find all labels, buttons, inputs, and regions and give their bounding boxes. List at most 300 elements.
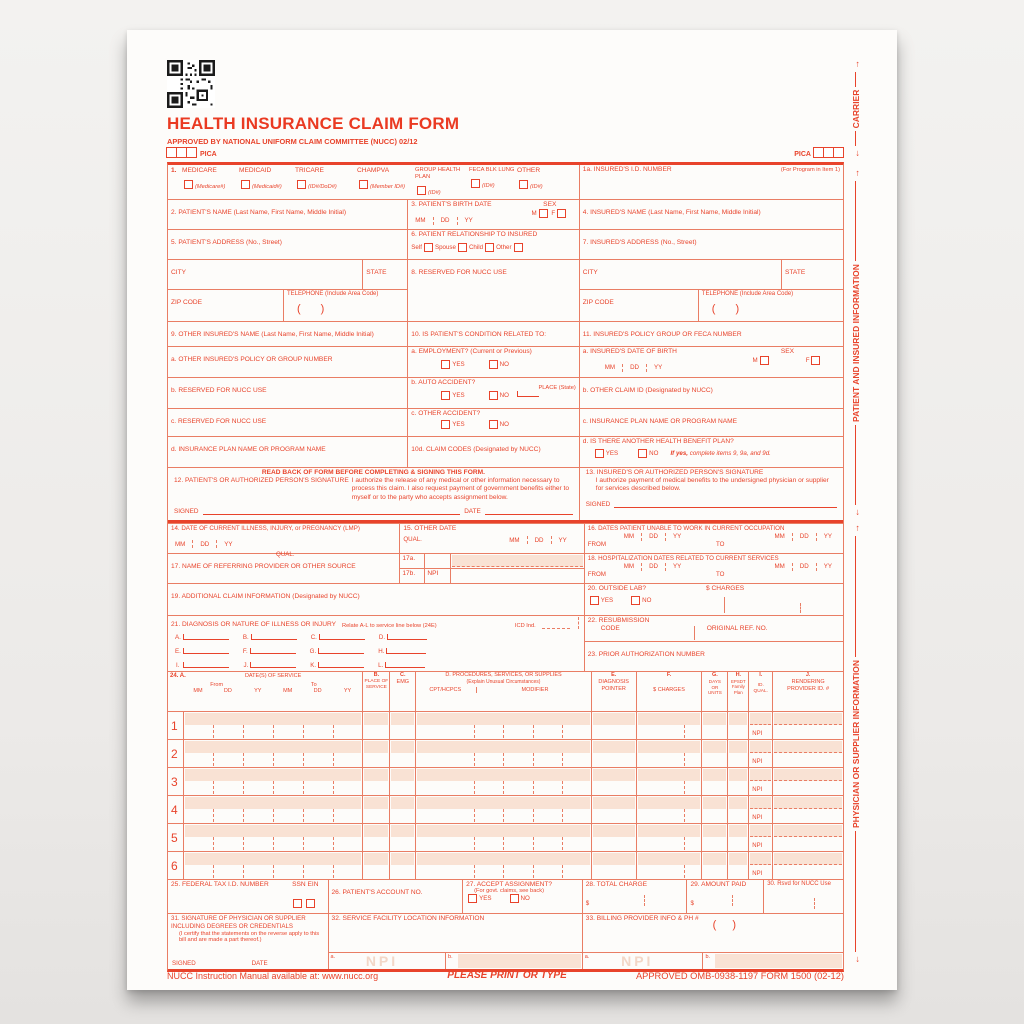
box-32-label: 32. SERVICE FACILITY LOCATION INFORMATION xyxy=(331,915,485,922)
icd-ind-label: ICD Ind. xyxy=(514,623,536,629)
mm-label: MM xyxy=(175,540,186,548)
box-1-insurance-type xyxy=(168,165,579,199)
pica-label-right: PICA xyxy=(794,151,811,158)
diag-j-field[interactable] xyxy=(250,662,296,668)
plan-sub: (ID#) xyxy=(530,184,543,191)
yes-label: YES xyxy=(600,597,614,605)
box-31-physician-signature xyxy=(168,914,328,969)
signature-date-line[interactable] xyxy=(485,508,573,515)
box-11b-label: b. OTHER CLAIM ID (Designated by NUCC) xyxy=(582,387,713,394)
box-30-rsvd-nucc xyxy=(763,880,843,913)
diag-letter: E. xyxy=(175,648,181,655)
box-17b-field[interactable] xyxy=(450,569,583,583)
npi-watermark: NPI xyxy=(365,953,399,969)
box-22-label: 22. RESUBMISSION xyxy=(587,617,650,624)
dd-label: DD xyxy=(313,688,322,695)
box-17a-field[interactable] xyxy=(450,554,583,568)
checkbox-assignment-no[interactable] xyxy=(510,894,519,903)
box-28-total-charge[interactable] xyxy=(582,880,687,913)
col-i: I. xyxy=(759,672,763,678)
box-21-diagnosis xyxy=(168,616,584,671)
box-3-label: 3. PATIENT'S BIRTH DATE xyxy=(411,201,492,208)
sex-label: SEX xyxy=(780,348,795,355)
city-label: CITY xyxy=(171,269,187,276)
col-f: F. xyxy=(666,672,672,678)
box-25-federal-tax-id[interactable] xyxy=(168,880,328,913)
box-9-label: 9. OTHER INSURED'S NAME (Last Name, First Name, Middle Initial) xyxy=(171,331,374,338)
paren: ) xyxy=(735,302,740,315)
box-20-label: 20. OUTSIDE LAB? xyxy=(587,585,647,592)
service-line-number: 6 xyxy=(171,859,178,873)
arrow-up-icon: → xyxy=(850,59,861,69)
diag-e-field[interactable] xyxy=(183,648,229,654)
box-2-patient-name[interactable] xyxy=(168,200,407,229)
col-j-provider-id: PROVIDER ID. # xyxy=(787,685,830,692)
dd-label: DD xyxy=(534,536,544,544)
col-i-id: ID. xyxy=(757,682,764,688)
box-12-patient-signature xyxy=(168,468,579,520)
dd-label: DD xyxy=(649,563,658,571)
col-j-rendering: RENDERING xyxy=(791,678,825,685)
diag-h-field[interactable] xyxy=(386,648,426,654)
service-line-row[interactable] xyxy=(168,711,843,739)
checkbox-employment-yes[interactable] xyxy=(441,360,450,369)
diag-c-field[interactable] xyxy=(319,634,365,640)
box-32a-npi-field[interactable] xyxy=(329,953,445,969)
checkbox-benefit-no[interactable] xyxy=(638,449,647,458)
yy-label: YY xyxy=(673,533,682,541)
diag-g-field[interactable] xyxy=(318,648,364,654)
mm-label: MM xyxy=(415,217,426,225)
checkbox-ssn[interactable] xyxy=(293,899,302,908)
plan-label: TRICARE xyxy=(295,167,324,174)
ifyes-note-bold: If yes, xyxy=(670,450,688,458)
arrow-up-icon: → xyxy=(850,169,861,178)
box-13-text: I authorize payment of medical benefits to the undersigned physician or supplier for services described below. xyxy=(595,477,829,493)
box-1a-insured-id[interactable] xyxy=(579,165,843,199)
no-label: NO xyxy=(499,392,509,400)
form-subtitle: APPROVED BY NATIONAL UNIFORM CLAIM COMMITTEE (NUCC) 02/12 xyxy=(167,137,418,146)
col-g-or: OR xyxy=(711,684,719,690)
read-back-heading: READ BACK OF FORM BEFORE COMPLETING & SIGNING THIS FORM. xyxy=(261,469,485,476)
checkbox-outside-lab-no[interactable] xyxy=(631,596,640,605)
no-label: NO xyxy=(499,361,509,369)
box-33b-field[interactable] xyxy=(702,953,843,969)
yy-label: YY xyxy=(823,533,832,541)
place-state-label: PLACE (State) xyxy=(538,385,576,391)
box-16-label: 16. DATES PATIENT UNABLE TO WORK IN CURRENT OCCUPATION xyxy=(587,525,785,532)
plan-sub: (Member ID#) xyxy=(370,184,406,191)
col-e: E. xyxy=(611,672,617,678)
checkbox-self[interactable] xyxy=(424,243,433,252)
col-h-family: Family xyxy=(731,684,745,690)
col-to-label: To xyxy=(310,681,317,688)
service-line-number: 3 xyxy=(171,775,178,789)
box-26-label: 26. PATIENT'S ACCOUNT NO. xyxy=(331,889,423,896)
col-b: B. xyxy=(373,672,380,678)
box-6-relationship xyxy=(407,230,579,259)
yes-label: YES xyxy=(452,361,465,369)
checkbox-other-accident-no[interactable] xyxy=(489,420,498,429)
from-label: FROM xyxy=(587,570,606,578)
npi-label: NPI xyxy=(752,731,763,737)
service-line-row[interactable] xyxy=(168,767,843,795)
insured-city-field[interactable] xyxy=(580,260,781,289)
box-8-label: 8. RESERVED FOR NUCC USE xyxy=(411,269,507,276)
pica-boxes-right[interactable] xyxy=(814,147,844,158)
patient-city-field[interactable] xyxy=(168,260,362,289)
box-17-label: 17. NAME OF REFERRING PROVIDER OR OTHER SOURCE xyxy=(171,563,356,570)
yy-label: YY xyxy=(654,364,663,372)
box-27-accept-assignment xyxy=(462,880,582,913)
box-11c-label: c. INSURANCE PLAN NAME OR PROGRAM NAME xyxy=(582,418,738,425)
rel-other-label: Other xyxy=(496,244,512,252)
col-24a-number: 24. A. xyxy=(170,673,186,679)
box-11-label: 11. INSURED'S POLICY GROUP OR FECA NUMBER xyxy=(582,331,742,338)
box-23-label: 23. PRIOR AUTHORIZATION NUMBER xyxy=(587,651,705,658)
box-27-note: (For govt. claims, see back) xyxy=(474,888,544,895)
no-label: NO xyxy=(499,421,509,429)
box-11d-label: d. IS THERE ANOTHER HEALTH BENEFIT PLAN? xyxy=(582,438,734,445)
mm-label: MM xyxy=(774,563,785,571)
box-4-label: 4. INSURED'S NAME (Last Name, First Name, Middle Initial) xyxy=(582,209,761,216)
box-10d-claim-codes[interactable] xyxy=(407,437,579,467)
col-c-emg: EMG xyxy=(396,678,410,685)
col-dates-label: DATE(S) OF SERVICE xyxy=(244,673,302,679)
patient-zip-field[interactable] xyxy=(168,290,283,322)
yes-label: YES xyxy=(479,895,492,903)
plan-sub: (Medicaid#) xyxy=(252,184,282,191)
box-21-relate: Relate A-L to service line below (24E) xyxy=(342,623,437,629)
box-22-resubmission[interactable] xyxy=(585,616,843,642)
checkbox-ein[interactable] xyxy=(306,899,315,908)
box-31-label: 31. SIGNATURE OF PHYSICIAN OR SUPPLIER INCLUDING DEGREES OR CREDENTIALS xyxy=(171,915,306,930)
state-label: STATE xyxy=(366,269,387,276)
paren: ) xyxy=(732,919,736,931)
box-23-prior-auth[interactable] xyxy=(585,642,843,662)
checkbox-male[interactable] xyxy=(539,209,548,218)
plan-label: FECA BLK LUNG xyxy=(469,167,515,173)
box-4-insured-name[interactable] xyxy=(579,200,843,229)
box-13-insured-signature xyxy=(579,468,843,520)
checkbox-tricare[interactable] xyxy=(297,180,306,189)
box-1a-label: 1a. INSURED'S I.D. NUMBER xyxy=(582,166,672,173)
telephone-label: TELEPHONE (Include Area Code) xyxy=(701,291,794,297)
plan-sub: (Medicare#) xyxy=(195,184,226,191)
mm-label: MM xyxy=(509,536,520,544)
box-6-label: 6. PATIENT RELATIONSHIP TO INSURED xyxy=(411,231,538,238)
checkbox-feca[interactable] xyxy=(471,179,480,188)
col-modifier-label: MODIFIER xyxy=(521,687,549,694)
col-b-place1: PLACE OF xyxy=(364,678,389,684)
service-line-row[interactable] xyxy=(168,739,843,767)
box-18-label: 18. HOSPITALIZATION DATES RELATED TO CURRENT SERVICES xyxy=(587,555,779,562)
diag-letter: B. xyxy=(242,634,249,641)
rel-child-label: Child xyxy=(468,244,484,252)
box-19-label: 19. ADDITIONAL CLAIM INFORMATION (Designated by NUCC) xyxy=(171,593,360,600)
box-3-birth-date-sex[interactable] xyxy=(407,200,579,229)
insured-signature-line[interactable] xyxy=(614,501,837,508)
arrow-down-icon: ← xyxy=(850,955,861,964)
qr-code xyxy=(167,60,215,108)
mm-label: MM xyxy=(774,533,785,541)
box-5-patient-address[interactable] xyxy=(168,230,407,259)
box-9c-label: c. RESERVED FOR NUCC USE xyxy=(171,418,267,425)
box-10b-auto-accident xyxy=(407,378,579,408)
diag-letter: A. xyxy=(175,634,181,641)
from-label: FROM xyxy=(587,540,606,548)
checkbox-assignment-yes[interactable] xyxy=(468,894,477,903)
paren: ( xyxy=(711,302,716,315)
yy-label: YY xyxy=(254,688,262,695)
dd-label: DD xyxy=(630,364,640,372)
paren: ( xyxy=(297,302,301,315)
service-line-row[interactable] xyxy=(168,823,843,851)
place-state-field[interactable] xyxy=(517,391,539,397)
checkbox-female[interactable] xyxy=(557,209,566,218)
insured-zip-field[interactable] xyxy=(580,290,698,322)
dd-label: DD xyxy=(649,533,659,541)
qual-label: QUAL. xyxy=(276,550,295,558)
male-label: M xyxy=(531,210,537,218)
insured-state-field[interactable] xyxy=(781,260,843,289)
charges-label: $ CHARGES xyxy=(706,585,745,592)
box-33b-label: b. xyxy=(705,954,711,960)
checkbox-rel-other[interactable] xyxy=(514,243,523,252)
col-f-charges: $ CHARGES xyxy=(653,686,685,693)
col-c: C. xyxy=(400,672,406,678)
footer-approved-omb: APPROVED OMB-0938-1197 FORM 1500 (02-12) xyxy=(635,970,844,981)
box-32b-field[interactable] xyxy=(445,953,582,969)
pica-boxes-left[interactable] xyxy=(167,147,197,158)
diag-b-field[interactable] xyxy=(251,634,297,640)
box-32b-label: b. xyxy=(448,954,453,960)
diag-letter: K. xyxy=(310,662,317,669)
checkbox-spouse[interactable] xyxy=(458,243,467,252)
box-12-text: I authorize the release of any medical or other information necessary to process this claim. I also request payment of government benefits either to myself or to the party who accepts assignment below. xyxy=(351,477,570,501)
box-11c[interactable] xyxy=(579,409,843,436)
service-line-number: 4 xyxy=(171,803,178,817)
box-19-additional-claim-info[interactable] xyxy=(168,584,584,615)
footer-nucc-manual: NUCC Instruction Manual available at: www.nucc.org xyxy=(167,970,379,981)
box-16-unable-to-work[interactable] xyxy=(584,524,843,553)
checkbox-champva[interactable] xyxy=(359,180,368,189)
checkbox-employment-no[interactable] xyxy=(489,360,498,369)
diag-d-field[interactable] xyxy=(387,634,427,640)
box-32-service-facility[interactable] xyxy=(328,914,582,969)
checkbox-benefit-yes[interactable] xyxy=(595,449,604,458)
no-label: NO xyxy=(642,597,652,605)
ifyes-note: complete items 9, 9a, and 9d. xyxy=(688,450,771,458)
box-27-label: 27. ACCEPT ASSIGNMENT? xyxy=(466,881,553,888)
box-10d-label: 10d. CLAIM CODES (Designated by NUCC) xyxy=(411,446,541,453)
npi-label: NPI xyxy=(752,787,763,793)
col-g-units: UNITS xyxy=(707,690,722,696)
box-32a-label: a. xyxy=(330,954,336,960)
yes-label: YES xyxy=(605,450,619,458)
checkbox-other-accident-yes[interactable] xyxy=(441,420,450,429)
plan-sub: (ID#/DoD#) xyxy=(308,184,337,191)
dollar-sign: $ xyxy=(585,900,590,908)
diag-k-field[interactable] xyxy=(318,662,364,668)
arrow-down-icon: ← xyxy=(850,149,861,158)
plan-label: GROUP HEALTH PLAN xyxy=(415,167,461,181)
box-10c-other-accident xyxy=(407,409,579,436)
dd-label: DD xyxy=(799,563,809,571)
box-14-current-illness[interactable] xyxy=(168,524,399,558)
checkbox-other-plan[interactable] xyxy=(519,180,528,189)
diag-l-field[interactable] xyxy=(385,662,425,668)
yy-label: YY xyxy=(464,217,473,225)
sex-label: SEX xyxy=(543,201,557,208)
box-8-reserved xyxy=(407,260,579,321)
npi-label: NPI xyxy=(752,871,763,877)
checkbox-auto-no[interactable] xyxy=(489,391,498,400)
diag-letter: H. xyxy=(378,648,385,655)
box-20-outside-lab xyxy=(584,584,843,615)
to-label: TO xyxy=(715,540,725,548)
form-footer xyxy=(167,970,844,981)
service-line-number: 2 xyxy=(171,747,178,761)
col-i-qual: QUAL. xyxy=(753,688,768,694)
box-9a[interactable] xyxy=(168,347,407,377)
mm-label: MM xyxy=(193,688,203,695)
checkbox-child[interactable] xyxy=(485,243,494,252)
service-line-row[interactable] xyxy=(168,851,843,879)
rel-self-label: Self xyxy=(411,244,422,252)
checkbox-group-health[interactable] xyxy=(417,186,426,195)
plan-label: MEDICARE xyxy=(182,167,217,174)
box-11b[interactable] xyxy=(579,378,843,408)
female-label: F xyxy=(805,357,810,365)
plan-label: OTHER xyxy=(517,167,541,174)
box-11-policy-group[interactable] xyxy=(579,322,843,346)
col-cpt-label: CPT/HCPCS xyxy=(429,687,462,694)
patient-signature-line[interactable] xyxy=(203,508,461,515)
box-7-insured-address[interactable] xyxy=(579,230,843,259)
box-10c-label: c. OTHER ACCIDENT? xyxy=(411,410,481,417)
box-2-label: 2. PATIENT'S NAME (Last Name, First Name, Middle Initial) xyxy=(171,209,347,216)
checkbox-insured-female[interactable] xyxy=(811,356,820,365)
physician-supplier-side-label xyxy=(849,524,862,964)
checkbox-insured-male[interactable] xyxy=(760,356,769,365)
mm-label: MM xyxy=(604,364,616,372)
box-29-amount-paid[interactable] xyxy=(686,880,763,913)
no-label: NO xyxy=(520,895,530,903)
telephone-label: TELEPHONE (Include Area Code) xyxy=(287,291,379,297)
insured-phone-field[interactable] xyxy=(698,290,843,322)
patient-insured-side-label xyxy=(849,169,862,517)
diag-i-field[interactable] xyxy=(183,662,229,668)
state-label: STATE xyxy=(784,269,806,276)
rel-spouse-label: Spouse xyxy=(434,244,456,252)
to-label: TO xyxy=(715,570,725,578)
yes-label: YES xyxy=(452,421,465,429)
diag-letter: D. xyxy=(378,634,386,641)
box-33-label: 33. BILLING PROVIDER INFO & PH # xyxy=(585,915,699,922)
col-e-diagnosis: DIAGNOSIS xyxy=(598,678,629,685)
col-g: G. xyxy=(711,672,718,678)
box-33a-npi-field[interactable] xyxy=(583,953,703,969)
box-15-other-date[interactable] xyxy=(399,524,583,553)
npi-label: NPI xyxy=(752,815,763,821)
col-j: J. xyxy=(805,672,811,678)
box-17a-qualifier[interactable] xyxy=(424,554,450,568)
box-11d-other-plan xyxy=(579,437,843,467)
box-10a-label: a. EMPLOYMENT? (Current or Previous) xyxy=(411,348,532,355)
diag-a-field[interactable] xyxy=(183,634,229,640)
box-22-code-label: CODE xyxy=(600,625,620,633)
zip-label: ZIP CODE xyxy=(171,299,203,306)
diag-letter: I. xyxy=(176,662,180,669)
ssn-label: SSN xyxy=(292,881,306,888)
service-line-number: 5 xyxy=(171,831,178,845)
service-line-row[interactable] xyxy=(168,795,843,823)
box-1-number: 1. xyxy=(171,167,177,174)
box-9d[interactable] xyxy=(168,437,407,467)
city-label: CITY xyxy=(582,269,598,276)
no-label: NO xyxy=(649,450,659,458)
box-33-billing-provider[interactable] xyxy=(582,914,843,969)
col-h: H. xyxy=(735,672,742,678)
box-17-referring-provider[interactable] xyxy=(168,554,399,583)
diag-letter: C. xyxy=(310,634,317,641)
yy-label: YY xyxy=(823,563,832,571)
diag-letter: J. xyxy=(243,662,249,669)
checkbox-auto-yes[interactable] xyxy=(441,391,450,400)
box-9d-label: d. INSURANCE PLAN NAME OR PROGRAM NAME xyxy=(171,446,326,453)
signed-label: SIGNED xyxy=(174,507,199,515)
mm-label: MM xyxy=(623,533,635,541)
box-9b-label: b. RESERVED FOR NUCC USE xyxy=(171,387,267,394)
box-18-hospitalization[interactable] xyxy=(584,554,843,583)
yes-label: YES xyxy=(452,392,465,400)
patient-state-field[interactable] xyxy=(362,260,407,289)
patient-phone-field[interactable] xyxy=(283,290,407,322)
date-label: DATE xyxy=(251,960,268,967)
box-12-label: 12. PATIENT'S OR AUTHORIZED PERSON'S SIGNATURE xyxy=(174,477,349,485)
physician-supplier-label-text: PHYSICIAN OR SUPPLIER INFORMATION xyxy=(850,660,861,828)
box-10b-label: b. AUTO ACCIDENT? xyxy=(411,379,476,386)
diag-f-field[interactable] xyxy=(250,648,296,654)
date-label: DATE xyxy=(464,507,481,515)
box-9a-label: a. OTHER INSURED'S POLICY OR GROUP NUMBER xyxy=(171,356,333,363)
pica-label-left: PICA xyxy=(200,151,217,158)
box-10a-employment xyxy=(407,347,579,377)
paren: ) xyxy=(320,302,325,315)
carrier-label-text: CARRIER xyxy=(850,89,861,129)
diag-letter: F. xyxy=(242,648,248,655)
checkbox-medicare[interactable] xyxy=(184,180,193,189)
npi-label: NPI xyxy=(752,843,763,849)
plan-sub: (ID#) xyxy=(428,190,441,197)
checkbox-outside-lab-yes[interactable] xyxy=(590,596,599,605)
npi-label: NPI xyxy=(752,759,763,765)
mm-label: MM xyxy=(283,688,293,695)
box-9-other-insured[interactable] xyxy=(168,322,407,346)
icd-ind-field[interactable] xyxy=(542,621,570,629)
yy-label: YY xyxy=(343,688,352,695)
npi-watermark: NPI xyxy=(621,953,654,969)
plan-label: CHAMPVA xyxy=(357,167,390,174)
checkbox-medicaid[interactable] xyxy=(241,180,250,189)
box-14-label: 14. DATE OF CURRENT ILLNESS, INJURY, or PREGNANCY (LMP) xyxy=(171,525,360,532)
patient-insured-label-text: PATIENT AND INSURED INFORMATION xyxy=(850,264,861,422)
dd-label: DD xyxy=(200,540,210,548)
box-26-patient-account[interactable] xyxy=(328,880,463,913)
mm-label: MM xyxy=(623,563,635,571)
box-17a-label: 17a. xyxy=(402,555,416,562)
